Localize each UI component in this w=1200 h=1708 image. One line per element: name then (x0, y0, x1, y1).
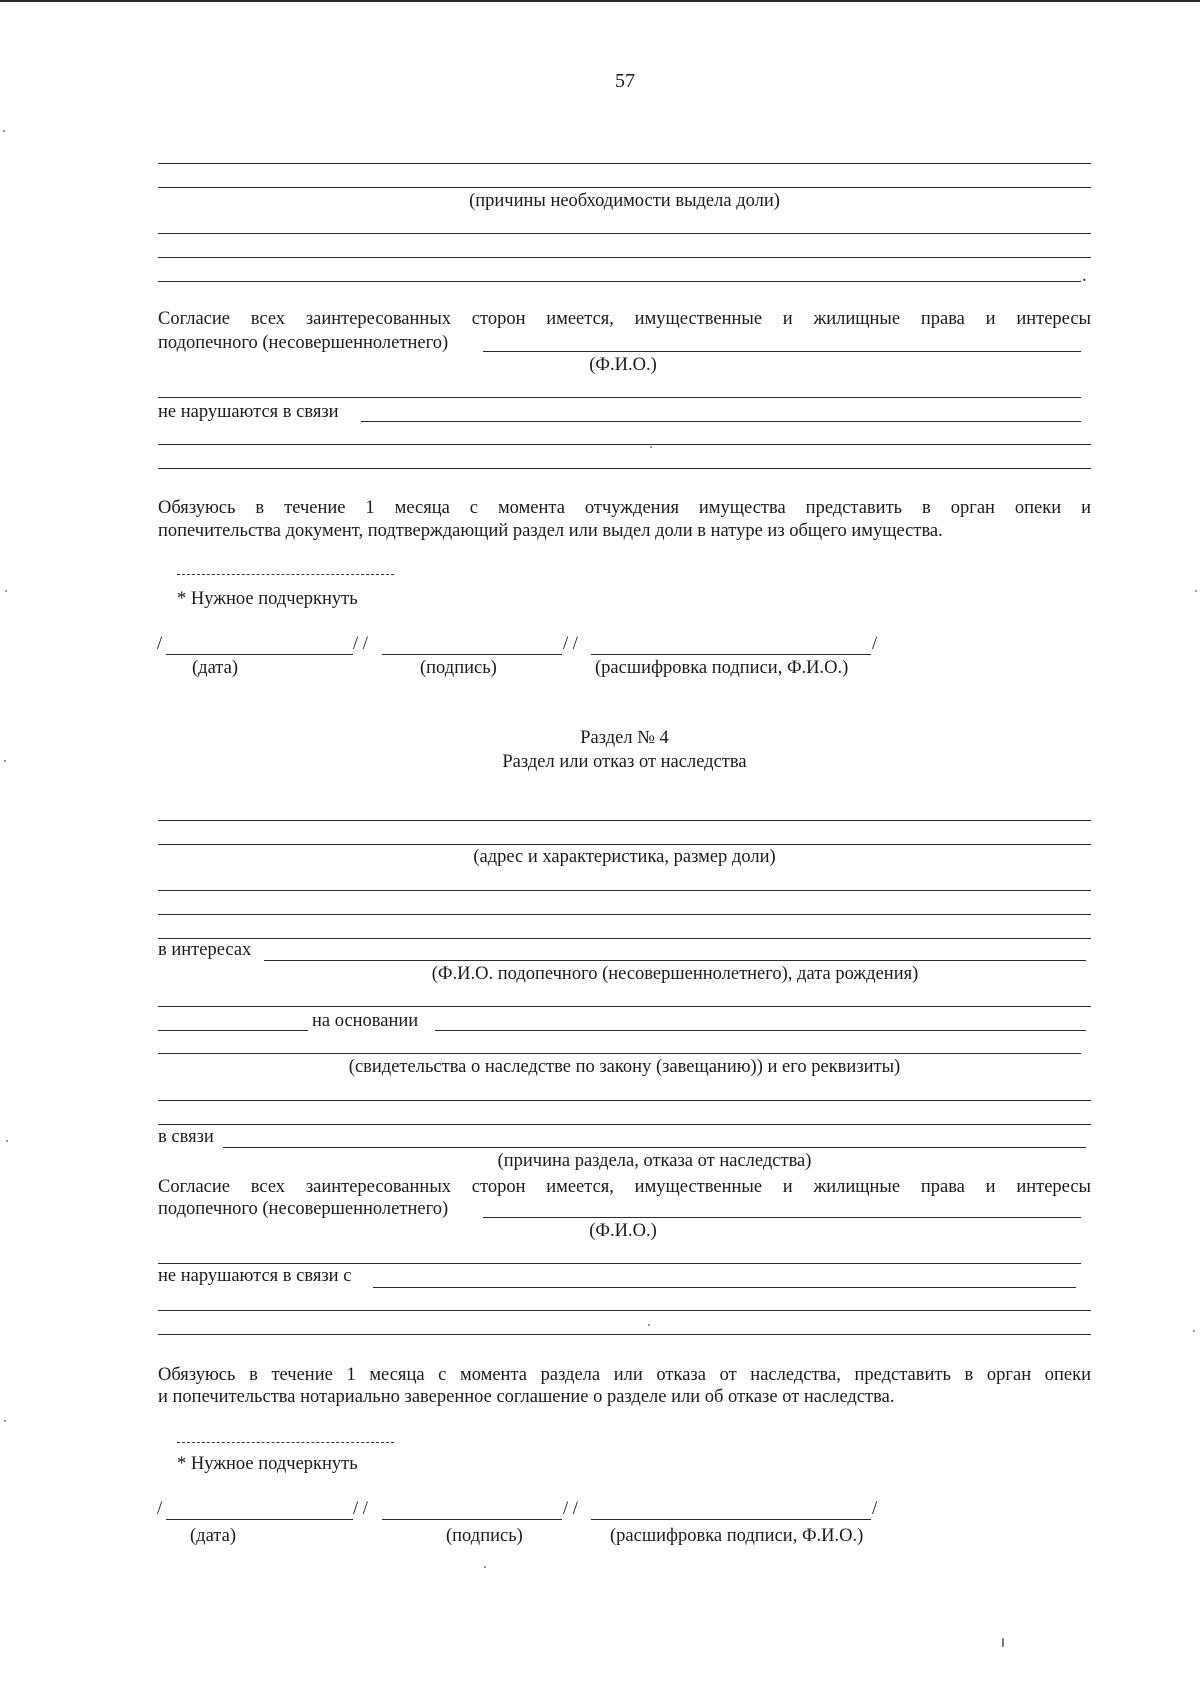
signature-fill-line (382, 654, 562, 655)
sig-slash: / / (353, 634, 368, 654)
scan-speck (484, 1566, 486, 1568)
consent-line-1: Согласие всех заинтересованных сторон имеется, имущественные и жилищные права и интересы (158, 1177, 1091, 1197)
fill-line (158, 914, 1091, 915)
sig-slash: / / (353, 1499, 368, 1519)
scan-speck (6, 1140, 8, 1142)
sig-decoding-caption: (расшифровка подписи, Ф.И.О.) (610, 1526, 864, 1546)
in-connection-label: в связи (158, 1127, 214, 1147)
scan-speck (1195, 590, 1197, 592)
sig-decoding-caption: (расшифровка подписи, Ф.И.О.) (595, 658, 849, 678)
scan-speck (4, 1420, 6, 1422)
footnote-separator (177, 1442, 394, 1443)
fill-line (223, 1147, 1086, 1148)
fill-line (158, 1030, 308, 1031)
scan-speck (650, 446, 652, 448)
scan-speck (5, 590, 7, 592)
scan-speck (4, 760, 6, 762)
fill-line (158, 1310, 1091, 1311)
sig-slash: / (157, 634, 163, 654)
sig-slash: / (872, 1499, 878, 1519)
fill-line (158, 444, 1091, 445)
scan-speck (3, 130, 5, 132)
fill-line (158, 844, 1091, 845)
fio-caption: (Ф.И.О.) (589, 355, 657, 375)
sig-signature-caption: (подпись) (420, 658, 497, 678)
scan-speck (648, 1324, 650, 1326)
fill-line (158, 397, 1081, 398)
fill-line (158, 1124, 1091, 1125)
sig-slash: / / (563, 1499, 578, 1519)
decoding-fill-line (591, 1519, 871, 1520)
fill-line (158, 468, 1091, 469)
fill-line (361, 421, 1081, 422)
fio-caption: (Ф.И.О.) (589, 1221, 657, 1241)
period-mark: . (1082, 266, 1087, 286)
footnote: * Нужное подчеркнуть (177, 589, 358, 609)
page-number: 57 (615, 70, 635, 92)
consent-line-1: Согласие всех заинтересованных сторон имеется, имущественные и жилищные права и интересы (158, 309, 1091, 329)
decoding-fill-line (591, 654, 871, 655)
scan-speck (1002, 1638, 1004, 1647)
fill-line (158, 187, 1091, 188)
fill-line (373, 1287, 1076, 1288)
date-fill-line (166, 1519, 353, 1520)
fill-line (158, 233, 1091, 234)
sig-slash: / (872, 634, 878, 654)
reasons-caption: (причины необходимости выдела доли) (469, 191, 780, 211)
sig-signature-caption: (подпись) (446, 1526, 523, 1546)
obligation-line-2: и попечительства нотариально заверенное соглашение о разделе или об отказе от наследства. (158, 1387, 895, 1407)
fill-line (158, 281, 1081, 282)
fio-fill-line (483, 351, 1081, 352)
fill-line (158, 1263, 1081, 1264)
not-violated-label: не нарушаются в связи с (158, 1266, 352, 1286)
signature-fill-line (382, 1519, 562, 1520)
obligation-line-1: Обязуюсь в течение 1 месяца с момента раздела или отказа от наследства, представить в орган опеки (158, 1365, 1091, 1385)
fill-line (158, 890, 1091, 891)
certificate-caption: (свидетельства о наследстве по закону (завещанию)) и его реквизиты) (348, 1057, 901, 1077)
address-caption: (адрес и характеристика, размер доли) (473, 847, 776, 867)
reason-caption: (причина раздела, отказа от наследства) (497, 1151, 812, 1171)
consent-line-2: подопечного (несовершеннолетнего) (158, 333, 449, 353)
fill-line (158, 1006, 1091, 1007)
fill-line (158, 257, 1091, 258)
obligation-line-2: попечительства документ, подтверждающий раздел или выдел доли в натуре из общего имущества. (158, 521, 943, 541)
fill-line (158, 1100, 1091, 1101)
consent-line-2: подопечного (несовершеннолетнего) (158, 1199, 449, 1219)
fill-line (158, 1053, 1081, 1054)
on-basis-label: на основании (312, 1011, 419, 1031)
section4-title: Раздел или отказ от наследства (502, 752, 747, 772)
date-fill-line (166, 654, 353, 655)
fill-line (264, 960, 1086, 961)
fill-line (158, 1334, 1091, 1335)
fill-line (158, 163, 1091, 164)
obligation-line-1: Обязуюсь в течение 1 месяца с момента отчуждения имущества представить в орган опеки и (158, 498, 1091, 518)
footnote: * Нужное подчеркнуть (177, 1454, 358, 1474)
ward-caption: (Ф.И.О. подопечного (несовершеннолетнего), дата рождения) (431, 964, 919, 984)
not-violated-label: не нарушаются в связи (158, 402, 339, 422)
scan-speck (1193, 1330, 1195, 1332)
fill-line (435, 1030, 1086, 1031)
section4-number: Раздел № 4 (580, 728, 669, 748)
fill-line (158, 820, 1091, 821)
fio-fill-line (483, 1217, 1081, 1218)
sig-date-caption: (дата) (190, 1526, 236, 1546)
footnote-separator (177, 574, 394, 575)
fill-line (158, 938, 1091, 939)
sig-date-caption: (дата) (192, 658, 238, 678)
sig-slash: / / (563, 634, 578, 654)
in-interests-label: в интересах (158, 940, 252, 960)
sig-slash: / (157, 1499, 163, 1519)
page-top-border (0, 0, 1200, 2)
